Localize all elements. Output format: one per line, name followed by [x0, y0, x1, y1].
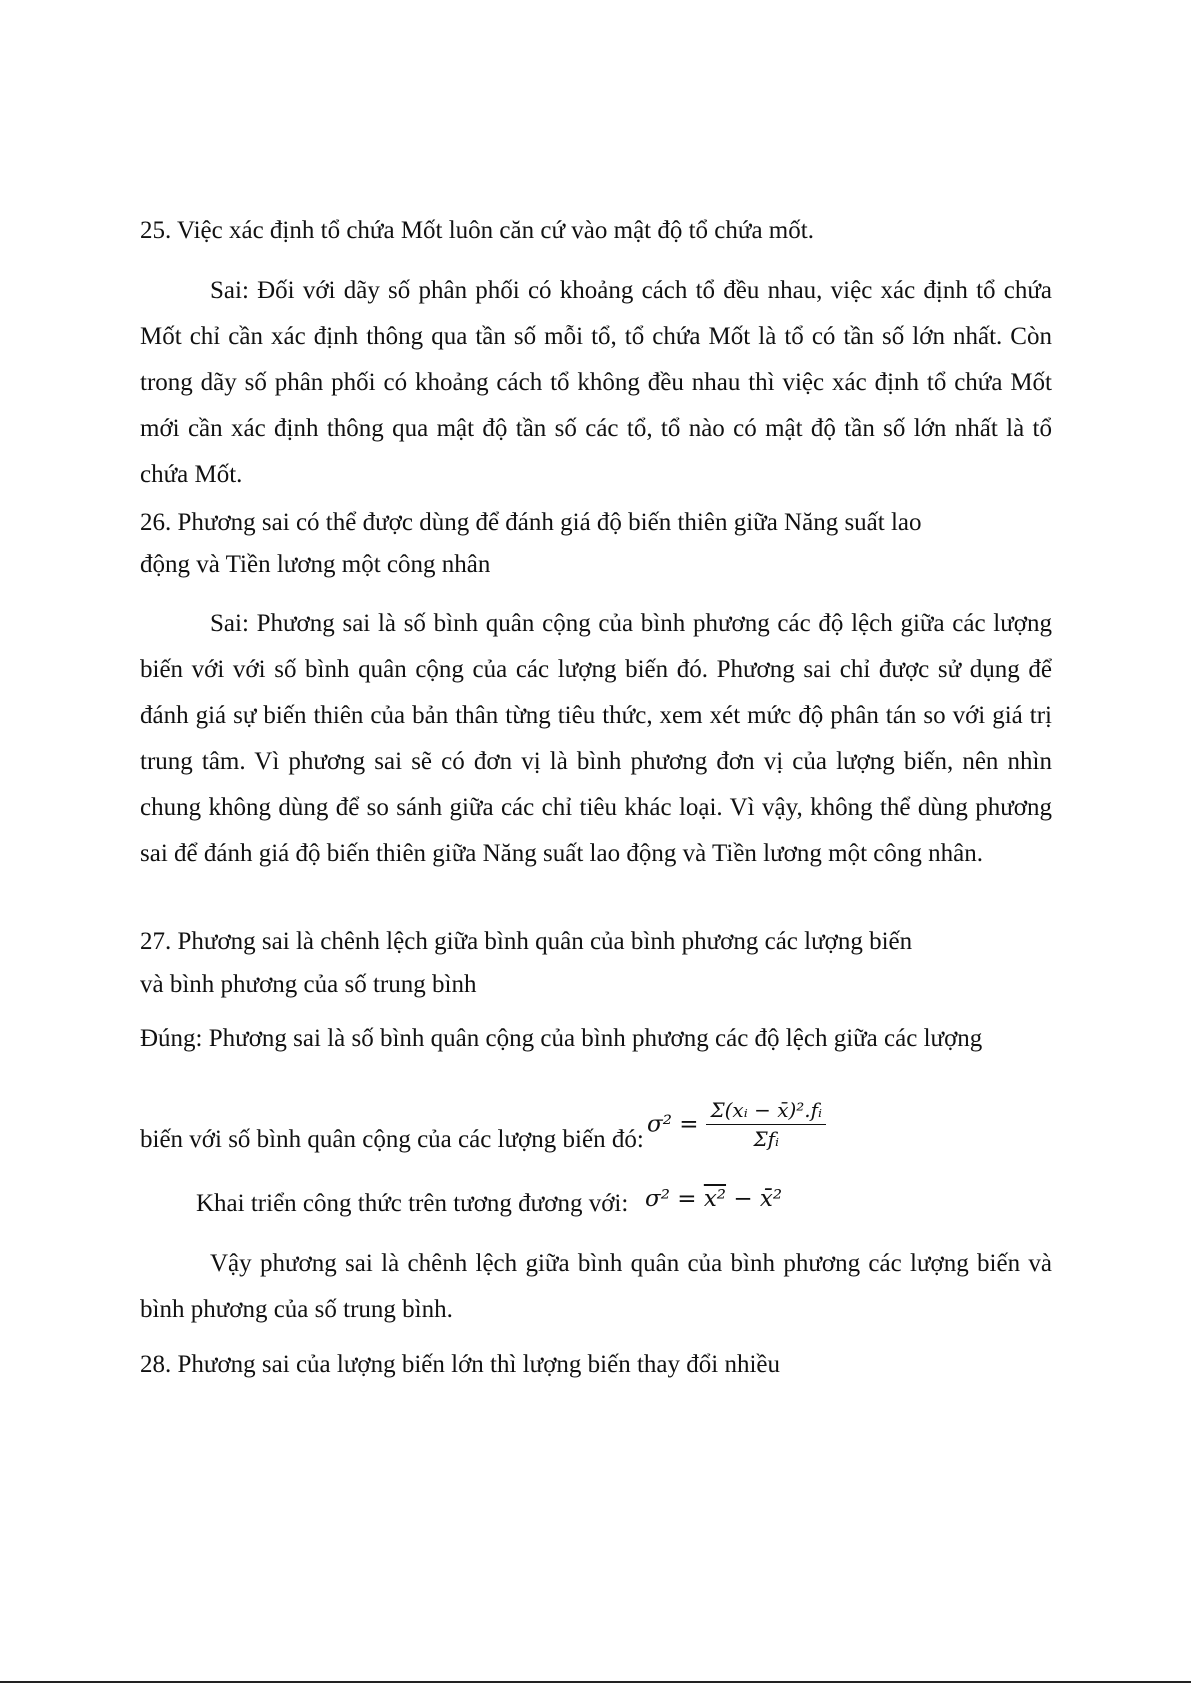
- question-27-line-1: 27. Phương sai là chênh lệch giữa bình quân của bình phương các lượng biến: [140, 928, 913, 955]
- variance-numerator: Σ(xᵢ − x̄)².fᵢ: [706, 1098, 826, 1125]
- variance-formula: [647, 1098, 826, 1151]
- answer-26: Sai: Phương sai là số bình quân cộng của bình phương các độ lệch giữa các lượng biến với với số bình quân cộng của các lượng biến đó. Phương sai chỉ được sử dụng để đánh giá sự biến thiên của bản thân từng tiêu thức, xem xét mức độ phân tán so với giá trị trung tâm. Vì phương sai sẽ có đơn vị là bình phương đơn vị của lượng biến, nên nhìn chung không dùng để so sánh giữa các chỉ tiêu khác loại. Vì vậy, không thể dùng phương sai để đánh giá độ biến thiên giữa Năng suất lao động và Tiền lương một công nhân.: [140, 610, 1052, 867]
- question-26-line-2: động và Tiền lương một công nhân: [140, 551, 491, 578]
- expanded-formula-lhs: σ² =: [645, 1186, 697, 1212]
- question-26-line-1: 26. Phương sai có thể được dùng để đánh giá độ biến thiên giữa Năng suất lao: [140, 509, 922, 536]
- question-28: 28. Phương sai của lượng biến lớn thì lượng biến thay đổi nhiều: [140, 1351, 780, 1378]
- answer-27-intro: Đúng: Phương sai là số bình quân cộng của bình phương các độ lệch giữa các lượng: [140, 1025, 983, 1052]
- expand-lead: Khai triển công thức trên tương đương với:: [196, 1190, 629, 1217]
- mean-of-squares: x²: [703, 1186, 727, 1212]
- variance-denominator: Σfᵢ: [753, 1127, 780, 1151]
- variance-fraction: [706, 1098, 826, 1151]
- answer-27-conclusion: Vậy phương sai là chênh lệch giữa bình quân của bình phương các lượng biến và bình phương của số trung bình.: [140, 1250, 1052, 1323]
- answer-25: Sai: Đối với dãy số phân phối có khoảng cách tổ đều nhau, việc xác định tổ chứa Mốt chỉ cần xác định thông qua tần số mỗi tổ, tổ chứa Mốt là tổ có tần số lớn nhất. Còn trong dãy số phân phối có khoảng cách tổ không đều nhau thì việc xác định tổ chứa Mốt mới cần xác định thông qua mật độ tần số các tổ, tổ nào có mật độ tần số lớn nhất là tổ chứa Mốt.: [140, 277, 1052, 488]
- expanded-formula: [645, 1186, 782, 1212]
- expanded-formula-rest: − x̄²: [733, 1186, 783, 1212]
- question-25: 25. Việc xác định tổ chứa Mốt luôn căn cứ vào mật độ tổ chứa mốt.: [140, 217, 814, 244]
- question-27-line-2: và bình phương của số trung bình: [140, 971, 477, 998]
- page-bottom-rule: [0, 1681, 1191, 1683]
- answer-27-formula-lead: biến với số bình quân cộng của các lượng biến đó:: [140, 1126, 644, 1153]
- variance-formula-lhs: σ² =: [647, 1111, 699, 1138]
